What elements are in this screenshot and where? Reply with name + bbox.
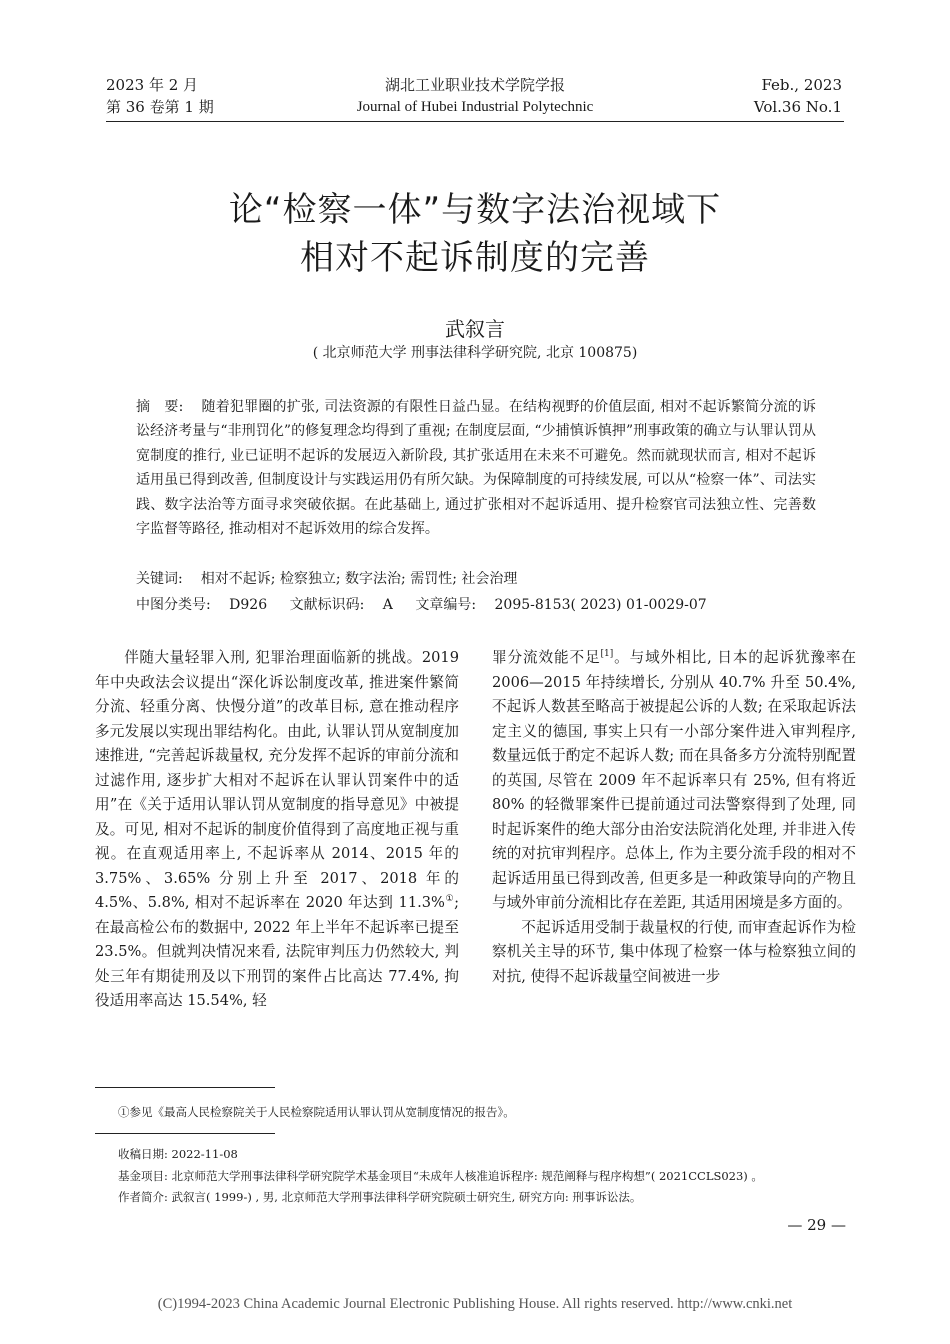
header-right: [754, 74, 842, 118]
journal-name-cn: 湖北工业职业技术学院学报: [384, 76, 565, 94]
body-column-right: [492, 646, 856, 989]
article-title: [60, 186, 890, 282]
footnote: ①参见《最高人民检察院关于人民检察院适用认罪认罚从宽制度情况的报告》。: [118, 1105, 515, 1119]
issue-date-en: Feb., 2023: [761, 76, 842, 94]
page-number: — 29 —: [787, 1216, 846, 1234]
doc-code-label: 文献标识码:: [289, 597, 365, 613]
issue-volume-cn: 第 36 卷第 1 期: [106, 98, 214, 116]
keywords-label: 关键词:: [136, 571, 183, 587]
paragraph: 伴随大量轻罪入刑, 犯罪治理面临新的挑战。2019 年中央政法会议提出“深化诉讼制度改革, 推进案件繁简分流、轻重分离、快慢分道”的改革目标, 意在推动程序多元发展以实现出罪结构化。由此, 认罪认罚从宽制度加速推进, “完善起诉裁量权, 充分发挥不起诉的审前分流和过滤作用, 逐步扩大相对不起诉在认罪认罚案件中的适用”在《关于适用认罪认罚从宽制度的指导意见》中被提及。可见, 相对不起诉的制度价值得到了高度地正视与重视。在直观适用率上, 不起诉率从 2014、2015 年的 3.75%、3.65% 分别上升至 2017、2018 年的 4.5%、5.8%, 相对不起诉率在 2020 年达到 11.3%①; 在最高检公布的数据中, 2022 年上半年不起诉率已提至 23.5%。但就判决情况来看, 法院审判压力仍然较大, 判处三年有期徒刑及以下刑罚的案件占比高达 77.4%, 拘役适用率高达 15.54%, 轻: [95, 649, 459, 1009]
article-info-rule: [95, 1133, 275, 1134]
author-bio: 作者简介: 武叙言( 1999-) , 男, 北京师范大学刑事法律科学研究院硕士研究生, 研究方向: 刑事诉讼法。: [118, 1190, 642, 1204]
author-affiliation: ( 北京师范大学 刑事法律科学研究院, 北京 100875): [312, 345, 638, 361]
abstract-text: 随着犯罪圈的扩张, 司法资源的有限性日益凸显。在结构视野的价值层面, 相对不起诉繁简分流的诉讼经济考量与“非刑罚化”的修复理念均得到了重视; 在制度层面, “少捕慎诉慎押”刑事政策的确立与认罪认罚从宽制度的推行, 业已证明不起诉的发展迈入新阶段, 其扩张适用在未来不可避免。然而就现状而言, 相对不起诉适用虽已得到改善, 但制度设计与实践运用仍有所欠缺。为保障制度的可持续发展, 可以从“检察一体”、司法实践、数字法治等方面寻求突破依据。在此基础上, 通过扩张相对不起诉适用、提升检察官司法独立性、完善数字监督等路径, 推动相对不起诉效用的综合发挥。: [136, 399, 816, 538]
fund-info: 基金项目: 北京师范大学刑事法律科学研究院学术基金项目“未成年人核准追诉程序: 规范阐释与程序构想”( 2021CCLS023) 。: [118, 1169, 763, 1183]
footnote-rule: [95, 1087, 275, 1088]
author-name: 武叙言: [445, 317, 505, 341]
issue-date-cn: 2023 年 2 月: [106, 76, 199, 94]
article-number-label: 文章编号:: [415, 597, 477, 613]
issue-volume-en: Vol.36 No.1: [753, 98, 842, 116]
journal-name-en: Journal of Hubei Industrial Polytechnic: [356, 99, 594, 115]
classification-line: [136, 594, 816, 616]
paragraph: 不起诉适用受制于裁量权的行使, 而审查起诉作为检察机关主导的环节, 集中体现了检察一体与检察独立间的对抗, 使得不起诉裁量空间被进一步: [492, 918, 856, 985]
footnote-marker: ①: [444, 894, 455, 905]
title-line-2: 相对不起诉制度的完善: [300, 238, 650, 278]
paragraph: 罪分流效能不足[1]。与域外相比, 日本的起诉犹豫率在 2006—2015 年持续增长, 分别从 40.7% 升至 50.4%, 不起诉人数甚至略高于被提起公诉的人数; 在采取起诉法定主义的德国, 事实上只有一小部分案件进入审判程序, 数量远低于酌定不起诉人数; 而在具备多方分流特别配置的英国, 尽管在 2009 年不起诉率只有 25%, 但有将近 80% 的轻微罪案件已提前通过司法警察得到了处理, 同时起诉案件的绝大部分由治安法院消化处理, 并非进入传统的对抗审判程序。总体上, 作为主要分流手段的相对不起诉适用虽已得到改善, 但更多是一种政策导向的产物且与域外审前分流相比存在差距, 其适用困境是多方面的。: [492, 649, 856, 911]
abstract: [136, 395, 816, 541]
header-rule: [106, 121, 844, 122]
citation-marker: [1]: [600, 649, 614, 660]
keywords: [136, 568, 816, 590]
title-line-1: 论“检察一体”与数字法治视域下: [228, 190, 722, 230]
clc-value: D926: [229, 597, 268, 613]
doc-code-value: A: [382, 597, 393, 613]
clc-label: 中图分类号:: [136, 597, 211, 613]
header-center: [300, 74, 650, 118]
cnki-watermark: (C)1994-2023 China Academic Journal Electronic Publishing House. All rights reserved. http://www.cnki.net: [157, 1296, 793, 1312]
abstract-label: 摘 要:: [136, 399, 184, 415]
header-left: [106, 74, 214, 118]
keywords-text: 相对不起诉; 检察独立; 数字法治; 需罚性; 社会治理: [200, 571, 518, 587]
received-date: 收稿日期: 2022-11-08: [118, 1147, 238, 1161]
body-column-left: [95, 646, 459, 1014]
article-number-value: 2095-8153( 2023) 01-0029-07: [494, 597, 707, 613]
